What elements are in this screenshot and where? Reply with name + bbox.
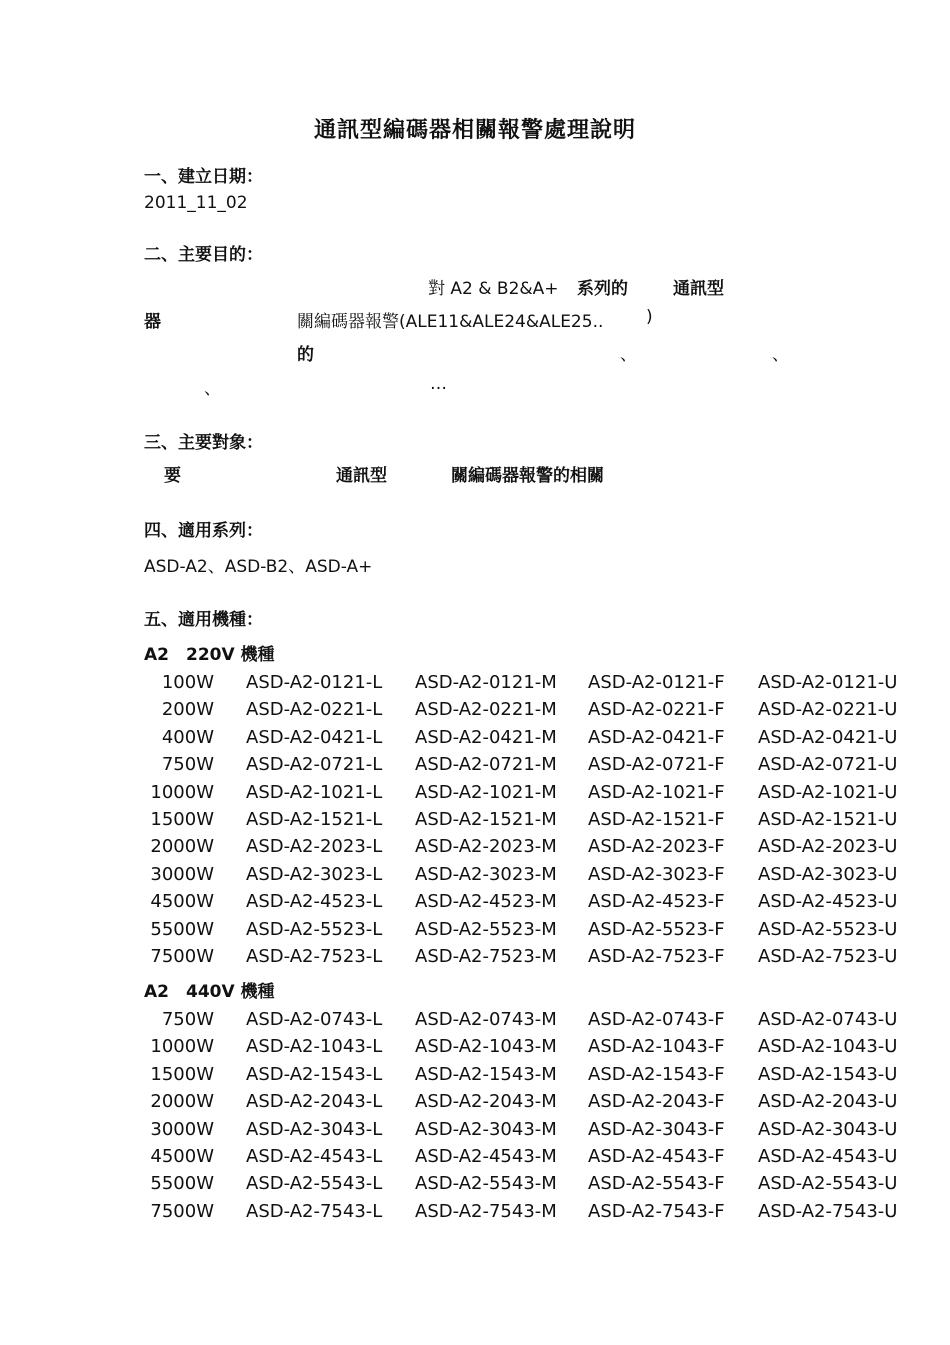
purpose-fragment: … bbox=[430, 374, 447, 394]
model-m: ASD-A2-1543-M bbox=[415, 1063, 557, 1085]
model-f: ASD-A2-7523-F bbox=[588, 946, 725, 967]
section-heading-models: 五、適用機種： bbox=[144, 610, 263, 630]
table-row bbox=[0, 864, 950, 886]
power-rating: 3000W bbox=[150, 1118, 214, 1140]
model-l: ASD-A2-0421-L bbox=[246, 726, 383, 748]
model-u: ASD-A2-2043-U bbox=[758, 1091, 898, 1113]
purpose-fragment: 關編碼器報警(ALE11&ALE24&ALE25.. bbox=[297, 312, 604, 332]
model-l: ASD-A2-4543-L bbox=[246, 1146, 383, 1167]
model-f: ASD-A2-0421-F bbox=[588, 726, 725, 748]
model-u: ASD-A2-2023-U bbox=[758, 836, 898, 858]
model-m: ASD-A2-3043-M bbox=[415, 1118, 557, 1140]
model-u: ASD-A2-4543-U bbox=[758, 1146, 898, 1167]
model-f: ASD-A2-7543-F bbox=[588, 1200, 725, 1222]
purpose-fragment: 系列的 bbox=[577, 279, 628, 299]
table-row bbox=[0, 809, 950, 831]
group-label-220v: A2 220V 機種 bbox=[144, 645, 275, 665]
model-l: ASD-A2-7543-L bbox=[246, 1200, 383, 1222]
model-f: ASD-A2-0721-F bbox=[588, 754, 725, 776]
model-m: ASD-A2-2023-M bbox=[415, 836, 557, 858]
power-rating: 7500W bbox=[150, 946, 214, 967]
model-m: ASD-A2-1043-M bbox=[415, 1036, 557, 1058]
model-f: ASD-A2-4543-F bbox=[588, 1146, 725, 1167]
table-row bbox=[0, 754, 950, 776]
power-rating: 3000W bbox=[150, 863, 214, 885]
model-u: ASD-A2-0221-U bbox=[758, 699, 898, 721]
model-m: ASD-A2-0743-M bbox=[415, 1009, 557, 1030]
model-u: ASD-A2-1043-U bbox=[758, 1036, 898, 1058]
table-row bbox=[0, 699, 950, 721]
audience-fragment: 關編碼器報警的相關 bbox=[451, 466, 604, 486]
power-rating: 400W bbox=[161, 726, 214, 748]
audience-fragment: 通訊型 bbox=[336, 466, 387, 486]
model-u: ASD-A2-1543-U bbox=[758, 1063, 898, 1085]
model-f: ASD-A2-0221-F bbox=[588, 699, 725, 721]
model-f: ASD-A2-0121-F bbox=[588, 672, 725, 693]
purpose-fragment: 器 bbox=[144, 312, 161, 332]
power-rating: 4500W bbox=[150, 1146, 214, 1167]
model-f: ASD-A2-1021-F bbox=[588, 781, 725, 803]
table-row bbox=[0, 782, 950, 804]
model-l: ASD-A2-2023-L bbox=[246, 836, 383, 858]
model-m: ASD-A2-4523-M bbox=[415, 891, 557, 913]
model-m: ASD-A2-4543-M bbox=[415, 1146, 557, 1167]
model-f: ASD-A2-1543-F bbox=[588, 1063, 725, 1085]
model-l: ASD-A2-7523-L bbox=[246, 946, 383, 967]
model-l: ASD-A2-0721-L bbox=[246, 754, 383, 776]
power-rating: 1000W bbox=[150, 1036, 214, 1058]
page-title: 通訊型編碼器相關報警處理說明 bbox=[313, 118, 636, 143]
power-rating: 4500W bbox=[150, 891, 214, 913]
model-f: ASD-A2-5543-F bbox=[588, 1173, 725, 1195]
model-u: ASD-A2-1021-U bbox=[758, 781, 898, 803]
model-m: ASD-A2-0221-M bbox=[415, 699, 557, 721]
section-heading-audience: 三、主要對象： bbox=[144, 433, 263, 453]
model-l: ASD-A2-0743-L bbox=[246, 1009, 383, 1030]
model-l: ASD-A2-3023-L bbox=[246, 863, 383, 885]
table-row bbox=[0, 1146, 950, 1168]
model-m: ASD-A2-1021-M bbox=[415, 781, 557, 803]
power-rating: 1500W bbox=[150, 1063, 214, 1085]
model-f: ASD-A2-4523-F bbox=[588, 891, 725, 913]
model-m: ASD-A2-2043-M bbox=[415, 1091, 557, 1113]
power-rating: 100W bbox=[161, 672, 214, 693]
model-f: ASD-A2-2023-F bbox=[588, 836, 725, 858]
table-row bbox=[0, 891, 950, 913]
model-m: ASD-A2-7543-M bbox=[415, 1200, 557, 1222]
model-m: ASD-A2-5523-M bbox=[415, 918, 557, 940]
model-l: ASD-A2-4523-L bbox=[246, 891, 383, 913]
model-u: ASD-A2-0721-U bbox=[758, 754, 898, 776]
table-row bbox=[0, 836, 950, 858]
model-f: ASD-A2-0743-F bbox=[588, 1009, 725, 1030]
group-label-440v: A2 440V 機種 bbox=[144, 982, 275, 1002]
model-f: ASD-A2-1043-F bbox=[588, 1036, 725, 1058]
model-f: ASD-A2-3023-F bbox=[588, 863, 725, 885]
purpose-fragment: 、 bbox=[204, 379, 221, 399]
model-m: ASD-A2-1521-M bbox=[415, 809, 557, 830]
table-row bbox=[0, 946, 950, 968]
model-f: ASD-A2-2043-F bbox=[588, 1091, 725, 1113]
model-m: ASD-A2-0121-M bbox=[415, 672, 557, 693]
table-row bbox=[0, 1091, 950, 1113]
purpose-fragment: ) bbox=[646, 307, 653, 327]
model-l: ASD-A2-1021-L bbox=[246, 781, 383, 803]
purpose-fragment: 對 A2 & B2&A+ bbox=[428, 279, 559, 299]
table-row bbox=[0, 727, 950, 749]
purpose-fragment: 、 bbox=[772, 345, 789, 365]
table-row bbox=[0, 672, 950, 694]
purpose-fragment: 、 bbox=[620, 345, 637, 365]
section-heading-series: 四、適用系列： bbox=[144, 521, 263, 541]
creation-date: 2011_11_02 bbox=[144, 193, 248, 213]
power-rating: 7500W bbox=[150, 1200, 214, 1222]
power-rating: 2000W bbox=[150, 1091, 214, 1113]
model-m: ASD-A2-5543-M bbox=[415, 1173, 557, 1195]
power-rating: 750W bbox=[161, 1009, 214, 1030]
power-rating: 750W bbox=[161, 754, 214, 776]
power-rating: 1500W bbox=[150, 809, 214, 830]
model-u: ASD-A2-7543-U bbox=[758, 1200, 898, 1222]
model-u: ASD-A2-3043-U bbox=[758, 1118, 898, 1140]
table-row bbox=[0, 1064, 950, 1086]
model-l: ASD-A2-5543-L bbox=[246, 1173, 383, 1195]
power-rating: 5500W bbox=[150, 1173, 214, 1195]
model-u: ASD-A2-5523-U bbox=[758, 918, 898, 940]
model-l: ASD-A2-0221-L bbox=[246, 699, 383, 721]
model-u: ASD-A2-0743-U bbox=[758, 1009, 898, 1030]
model-m: ASD-A2-0421-M bbox=[415, 726, 557, 748]
model-f: ASD-A2-1521-F bbox=[588, 809, 725, 830]
power-rating: 5500W bbox=[150, 918, 214, 940]
audience-fragment: 要 bbox=[164, 466, 181, 486]
model-l: ASD-A2-1043-L bbox=[246, 1036, 383, 1058]
model-m: ASD-A2-7523-M bbox=[415, 946, 557, 967]
table-row bbox=[0, 1173, 950, 1195]
model-l: ASD-A2-0121-L bbox=[246, 672, 383, 693]
applicable-series: ASD-A2、ASD-B2、ASD-A+ bbox=[144, 557, 373, 577]
model-l: ASD-A2-1521-L bbox=[246, 809, 383, 830]
model-u: ASD-A2-5543-U bbox=[758, 1173, 898, 1195]
model-u: ASD-A2-4523-U bbox=[758, 891, 898, 913]
table-row bbox=[0, 919, 950, 941]
model-l: ASD-A2-3043-L bbox=[246, 1118, 383, 1140]
model-u: ASD-A2-7523-U bbox=[758, 946, 898, 967]
model-m: ASD-A2-0721-M bbox=[415, 754, 557, 776]
table-row bbox=[0, 1201, 950, 1223]
model-u: ASD-A2-1521-U bbox=[758, 809, 898, 830]
model-u: ASD-A2-3023-U bbox=[758, 863, 898, 885]
section-heading-purpose: 二、主要目的： bbox=[144, 245, 263, 265]
model-l: ASD-A2-5523-L bbox=[246, 918, 383, 940]
power-rating: 1000W bbox=[150, 781, 214, 803]
table-row bbox=[0, 1009, 950, 1031]
power-rating: 2000W bbox=[150, 836, 214, 858]
model-u: ASD-A2-0121-U bbox=[758, 672, 898, 693]
purpose-fragment: 的 bbox=[297, 345, 314, 365]
model-f: ASD-A2-3043-F bbox=[588, 1118, 725, 1140]
model-m: ASD-A2-3023-M bbox=[415, 863, 557, 885]
table-row bbox=[0, 1119, 950, 1141]
model-f: ASD-A2-5523-F bbox=[588, 918, 725, 940]
model-u: ASD-A2-0421-U bbox=[758, 726, 898, 748]
purpose-fragment: 通訊型 bbox=[673, 279, 724, 299]
section-heading-date: 一、建立日期： bbox=[144, 167, 263, 187]
model-l: ASD-A2-2043-L bbox=[246, 1091, 383, 1113]
table-row bbox=[0, 1036, 950, 1058]
power-rating: 200W bbox=[161, 699, 214, 721]
model-l: ASD-A2-1543-L bbox=[246, 1063, 383, 1085]
